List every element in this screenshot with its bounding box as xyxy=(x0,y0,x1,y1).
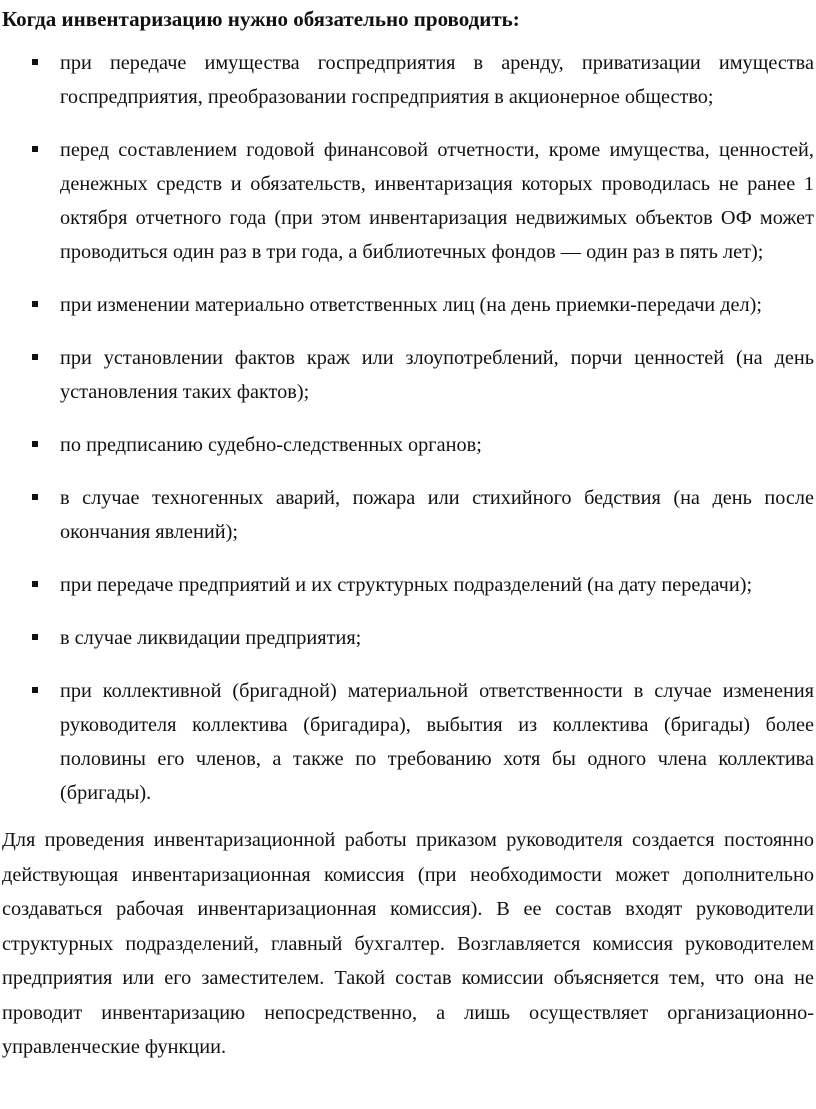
list-item-text: при изменении материально ответственных лиц (на день приемки-передачи дел); xyxy=(60,294,763,316)
square-bullet-icon xyxy=(32,59,38,65)
square-bullet-icon xyxy=(32,634,38,640)
list-item-text: при передаче имущества госпредприятия в аренду, приватизации имущества госпредприятия, преобразовании госпредприятия в акционерное общество; xyxy=(60,52,814,108)
list-item-text: при установлении фактов краж или злоупотреблений, порчи ценностей (на день установления таких фактов); xyxy=(60,347,814,403)
square-bullet-icon xyxy=(32,354,38,360)
list-item-text: перед составлением годовой финансовой отчетности, кроме имущества, ценностей, денежных средств и обязательств, инвентаризация которых проводилась не ранее 1 октября отчетного года (при этом инвентаризация недвижимых объектов ОФ может проводиться один раз в три года, а библиотечных фондов — один раз в пять лет); xyxy=(60,139,814,263)
list-item-text: по предписанию судебно-следственных органов; xyxy=(60,434,482,456)
list-item xyxy=(2,621,814,655)
square-bullet-icon xyxy=(32,301,38,307)
list-item-text: в случае техногенных аварий, пожара или стихийного бедствия (на день после окончания явлений); xyxy=(60,487,814,543)
list-item xyxy=(2,341,814,409)
square-bullet-icon xyxy=(32,494,38,500)
list-item xyxy=(2,46,814,114)
square-bullet-icon xyxy=(32,146,38,152)
list-item-text: при коллективной (бригадной) материальной ответственности в случае изменения руководителя коллектива (бригадира), выбытия из коллектива (бригады) более половины его членов, а также по требованию хотя бы одного члена коллектива (бригады). xyxy=(60,680,814,804)
requirements-list xyxy=(2,46,814,810)
commission-paragraph: Для проведения инвентаризационной работы приказом руководителя создается постоянно действующая инвентаризационная комиссия (при необходимости может дополнительно создаваться рабочая инвентаризационная комиссия). В ее состав входят руководители структурных подразделений, главный бухгалтер. Возглавляется комиссия руководителем предприятия или его заместителем. Такой состав комиссии объясняется тем, что она не проводит инвентаризацию непосредственно, а лишь осуществляет организационно-управленческие функции. xyxy=(2,829,814,1058)
list-item-text: в случае ликвидации предприятия; xyxy=(60,627,362,649)
document-page xyxy=(2,4,814,1065)
list-item xyxy=(2,133,814,269)
list-item-text: при передаче предприятий и их структурных подразделений (на дату передачи); xyxy=(60,574,753,596)
list-item xyxy=(2,481,814,549)
square-bullet-icon xyxy=(32,581,38,587)
square-bullet-icon xyxy=(32,441,38,447)
document-heading: Когда инвентаризацию нужно обязательно проводить: xyxy=(2,7,520,31)
list-item xyxy=(2,568,814,602)
list-item xyxy=(2,674,814,810)
square-bullet-icon xyxy=(32,687,38,693)
list-item xyxy=(2,288,814,322)
list-item xyxy=(2,428,814,462)
